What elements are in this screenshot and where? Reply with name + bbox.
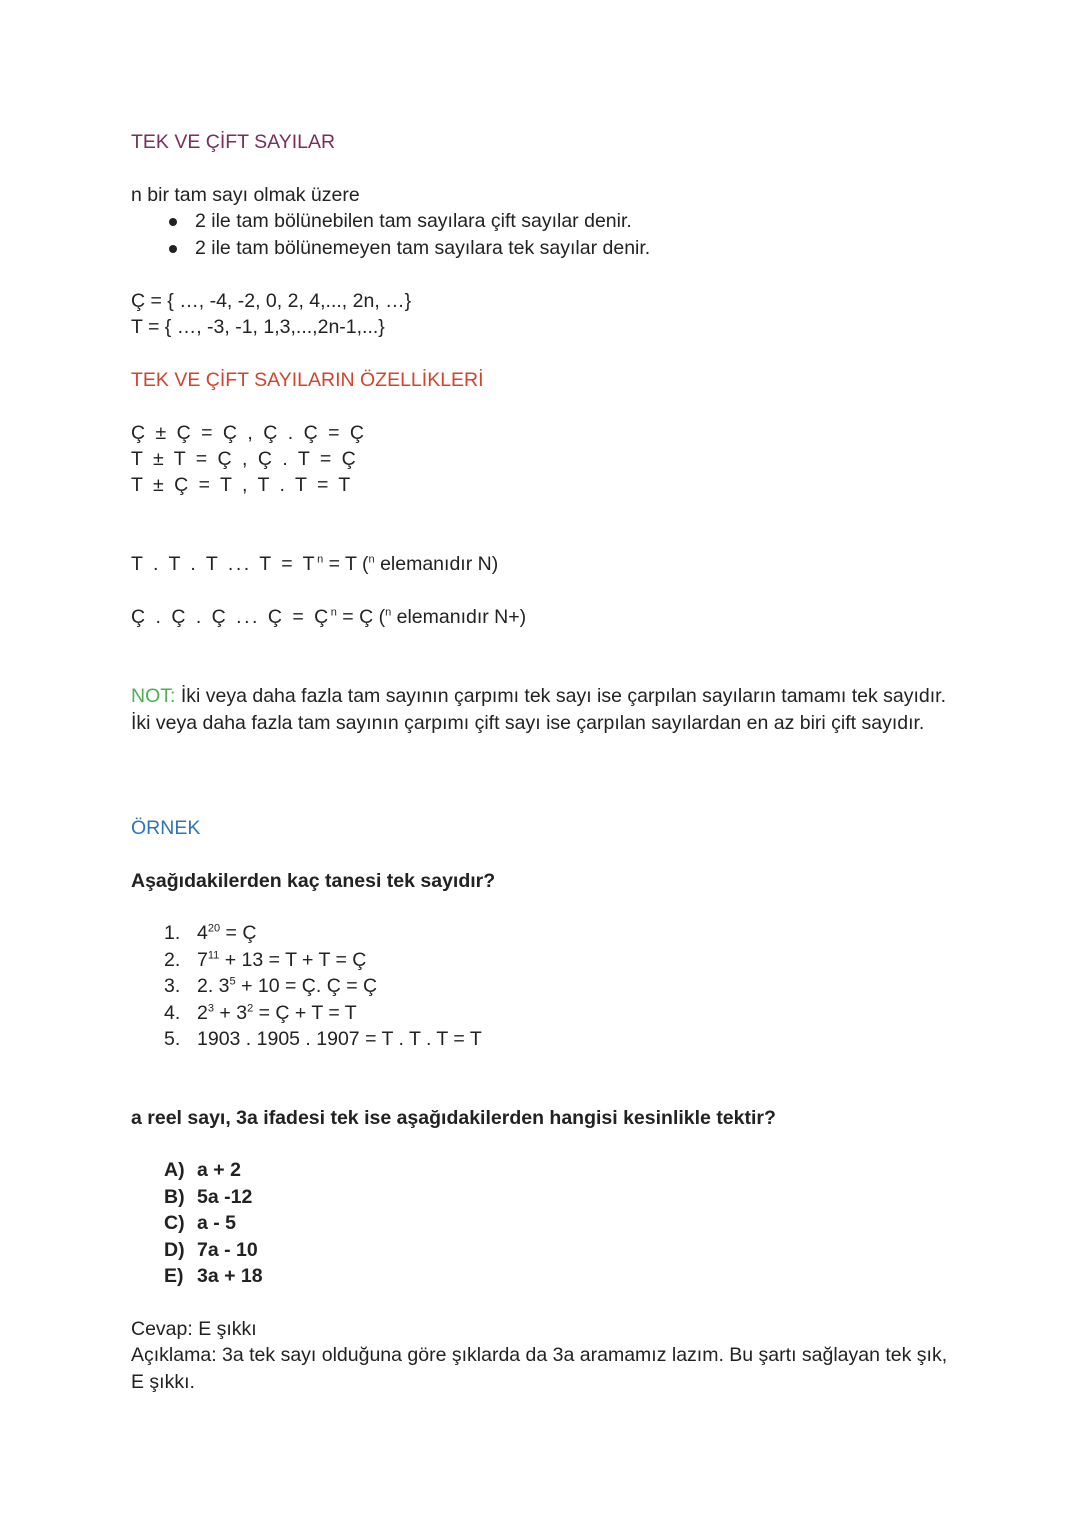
note-paragraph — [131, 683, 961, 736]
explanation-text: Açıklama: 3a tek sayı olduğuna göre şıklarda da 3a aramamız lazım. Bu şartı sağlayan tek şık, E şıkkı. — [131, 1344, 948, 1393]
odd-set: T = { …, -3, -1, 1,3,...,2n-1,...} — [131, 316, 385, 338]
property-line: T ± T = Ç , Ç . T = Ç — [131, 448, 359, 470]
note-text: İki veya daha fazla tam sayının çarpımı tek sayı ise çarpılan sayıların tamamı tek sayıdır. İki veya daha fazla tam sayının çarpımı çift sayı ise çarpılan sayılardan en az biri çift sayıdır. — [131, 685, 946, 734]
example-title: ÖRNEK — [131, 817, 201, 839]
property-line: Ç ± Ç = Ç , Ç . Ç = Ç — [131, 422, 367, 444]
properties-title: TEK VE ÇİFT SAYILARIN ÖZELLİKLERİ — [131, 369, 484, 391]
list-item: 2 ile tam bölünebilen tam sayılara çift sayılar denir. — [131, 208, 650, 235]
property-line: T ± Ç = T , T . T = T — [131, 474, 353, 496]
option-e: E) 3a + 18 — [164, 1265, 263, 1287]
even-set: Ç = { …, -4, -2, 0, 2, 4,..., 2n, …} — [131, 290, 412, 312]
list-item: 3. 2. $3^5 + 10$ = Ç. Ç = Ç — [164, 975, 378, 997]
option-b: B) 5a -12 — [164, 1185, 253, 1208]
definition-list — [131, 208, 650, 261]
note-label: NOT: — [131, 685, 176, 707]
list-item: 5. 1903 . 1905 . 1907 = T . T . T = T — [164, 1028, 482, 1050]
question-1-items — [131, 920, 482, 1053]
option-d: D) 7a - 10 — [164, 1238, 258, 1261]
list-item: 2. $7^{11} + 13 = T + T$ = Ç — [164, 948, 367, 971]
page-title: TEK VE ÇİFT SAYILAR — [131, 131, 336, 153]
list-item: 1. $4^{20}$ = Ç — [164, 922, 257, 944]
list-item: 4. $2^3 + 3^2$ = Ç + T = T — [164, 1001, 357, 1024]
option-c: C) a - 5 — [164, 1212, 237, 1234]
question-2: a reel sayı, 3a ifadesi tek ise aşağıdakilerden hangisi kesinlikle tektir? — [131, 1107, 776, 1129]
question-2-options — [131, 1157, 263, 1290]
question-1: Aşağıdakilerden kaç tanesi tek sayıdır? — [131, 870, 496, 892]
intro-text: n bir tam sayı olmak üzere — [131, 184, 360, 206]
list-item: 2 ile tam bölünemeyen tam sayılara tek sayılar denir. — [131, 235, 650, 262]
answer-text: Cevap: E şıkkı — [131, 1318, 257, 1340]
option-a: A) a + 2 — [164, 1159, 241, 1181]
even-power-rule: Ç . Ç . Ç ... Ç = $Ç^n$ = Ç ($^n$ elemanıdır N+) — [131, 606, 527, 628]
odd-power-rule: T . T . T ... $T = T^n = T$ ($^n$ elemanıdır N) — [131, 553, 499, 575]
